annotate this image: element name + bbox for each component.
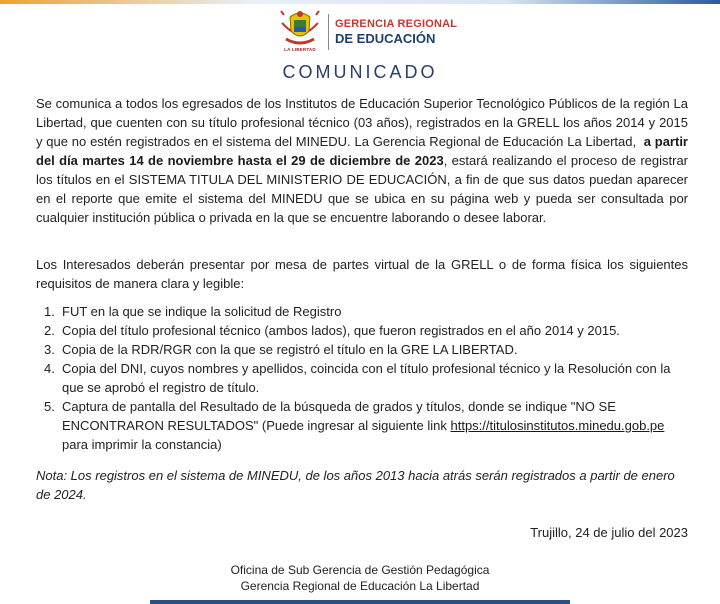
top-accent-bar bbox=[0, 0, 720, 4]
date-line: Trujillo, 24 de julio del 2023 bbox=[530, 525, 688, 540]
brand-name bbox=[335, 19, 457, 45]
list-item bbox=[44, 397, 692, 454]
requirements-intro: Los Interesados deberán presentar por mesa de partes virtual de la GRELL o de forma física los siguientes requisitos de manera clara y legible: bbox=[36, 257, 688, 291]
header bbox=[278, 9, 457, 55]
list-item bbox=[44, 302, 692, 321]
list-item-number: 5. bbox=[44, 399, 55, 414]
list-item bbox=[44, 340, 692, 359]
bottom-accent-bar bbox=[150, 600, 570, 604]
intro-paragraph bbox=[36, 94, 688, 227]
list-item-text: Copia del título profesional técnico (ambos lados), que fueron registrados en el año 2014 y 2015. bbox=[62, 323, 620, 338]
brand-top: GERENCIA REGIONAL bbox=[335, 18, 458, 30]
coat-of-arms-logo bbox=[278, 9, 322, 55]
list-item-number: 4. bbox=[44, 361, 55, 376]
signature-org: Gerencia Regional de Educación La Libertad bbox=[240, 579, 480, 593]
header-divider bbox=[328, 14, 329, 50]
note: Nota: Los registros en el sistema de MINEDU, de los años 2013 hacia atrás serán registrados a partir de enero de 2024. bbox=[36, 468, 675, 502]
list-item-text-start: Captura de pantalla del Resultado de la búsqueda de grados y títulos, donde se indique "NO SE ENCONTRARON RESULTADOS" (Puede ingresar al siguiente link bbox=[62, 399, 616, 433]
requirements-list bbox=[44, 302, 692, 454]
signature-block bbox=[0, 562, 720, 594]
list-item-text: Copia de la RDR/RGR con la que se registró el título en la GRE LA LIBERTAD. bbox=[62, 342, 518, 357]
brand-bottom: DE EDUCACIÓN bbox=[335, 31, 436, 46]
list-item-number: 1. bbox=[44, 304, 55, 319]
list-item-text-end: para imprimir la constancia) bbox=[62, 437, 222, 452]
titulos-link[interactable]: https://titulosinstitutos.minedu.gob.pe bbox=[450, 418, 665, 433]
list-item bbox=[44, 321, 692, 340]
list-item-number: 2. bbox=[44, 323, 55, 338]
signature-office: Oficina de Sub Gerencia de Gestión Pedagógica bbox=[230, 563, 490, 577]
list-item-number: 3. bbox=[44, 342, 55, 357]
list-item-text: Copia del DNI, cuyos nombres y apellidos, coincida con el título profesional técnico y la Resolución con la que se aprobó el registro de título. bbox=[62, 361, 671, 395]
intro-date-range: a partir del día martes 14 de noviembre hasta el 29 de diciembre de 2023 bbox=[36, 134, 688, 168]
page-title: COMUNICADO bbox=[282, 62, 438, 82]
list-item bbox=[44, 359, 692, 397]
intro-text-start: Se comunica a todos los egresados de los Institutos de Educación Superior Tecnológico Públicos de la región La Libertad, que cuenten con su título profesional técnico (03 años), registrados en la GRELL los años 2014 y 2015 y que no estén registrados en el sistema del MINEDU. La Gerencia Regional de Educación La Libertad, bbox=[36, 96, 688, 149]
intro-text-end: , estará realizando el proceso de registrar los títulos en el SISTEMA TITULA DEL MINISTERIO DE EDUCACIÓN, a fin de que sus datos puedan aparecer en el reporte que emite el sistema del MINEDU que se ubica en su página web y pueda ser consultada por cualquier institución pública o privada en la que se encuentre laborando o desee laborar. bbox=[36, 153, 689, 225]
logo-caption: LA LIBERTAD bbox=[284, 47, 316, 52]
list-item-text: FUT en la que se indique la solicitud de Registro bbox=[62, 304, 342, 319]
list-item-text bbox=[62, 397, 692, 454]
